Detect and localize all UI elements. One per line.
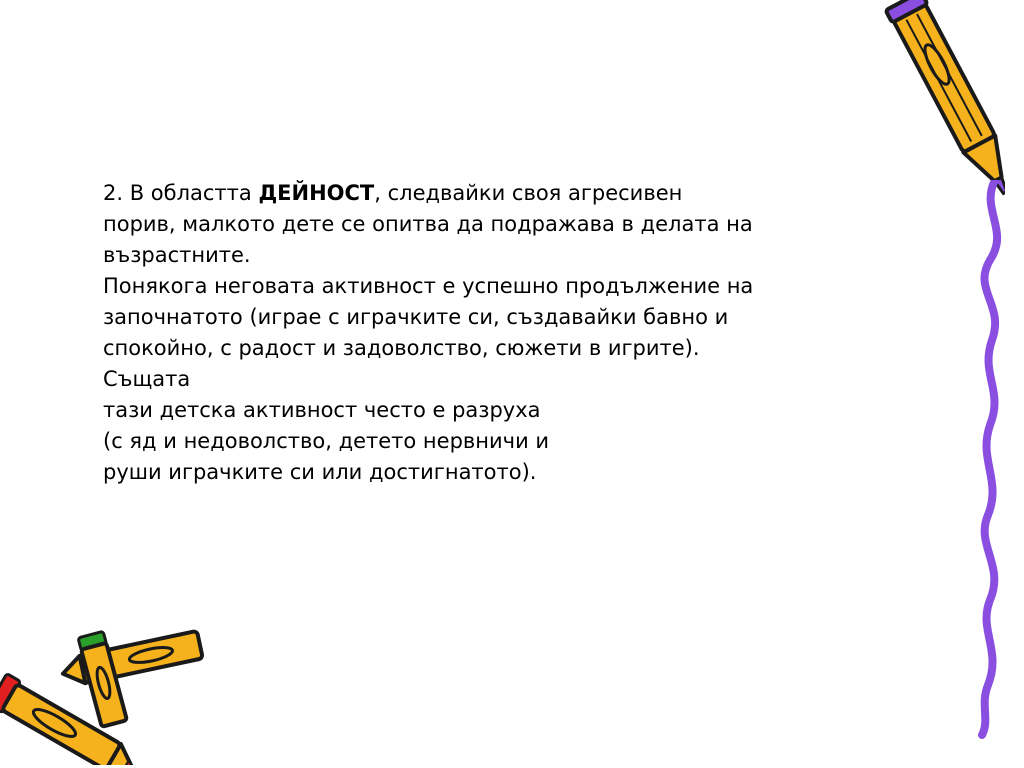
body-line (103, 457, 803, 488)
body-text-segment: възрастните. (103, 243, 251, 267)
body-line (103, 209, 803, 240)
body-line (103, 426, 803, 457)
body-text-segment: руши играчките си или достигнатото). (103, 460, 537, 484)
squiggle-line (960, 180, 1024, 740)
body-text-segment: започнатото (играе с играчките си, създавайки бавно и (103, 305, 729, 329)
slide-body-text (103, 178, 803, 488)
body-text-segment: спокойно, с радост и задоволство, сюжети в игрите). (103, 336, 700, 360)
body-line (103, 240, 803, 271)
body-line (103, 333, 803, 364)
emphasized-term: ДЕЙНОСТ (258, 181, 375, 205)
body-text-segment: Понякога неговата активност е успешно продължение на (103, 274, 754, 298)
body-text-segment: (с яд и недоволство, детето нервничи и (103, 429, 550, 453)
body-text-segment: порив, малкото дете се опитва да подражава в делата на (103, 212, 753, 236)
body-line (103, 364, 803, 395)
body-line (103, 395, 803, 426)
body-text-segment: тази детска активност често е разруха (103, 398, 541, 422)
body-line (103, 271, 803, 302)
body-text-segment: Същата (103, 367, 191, 391)
body-line (103, 178, 803, 209)
body-text-segment: , следвайки своя агресивен (374, 181, 683, 205)
body-line (103, 302, 803, 333)
crayons-icon (0, 620, 210, 765)
body-text-segment: 2. В областта (103, 181, 259, 205)
